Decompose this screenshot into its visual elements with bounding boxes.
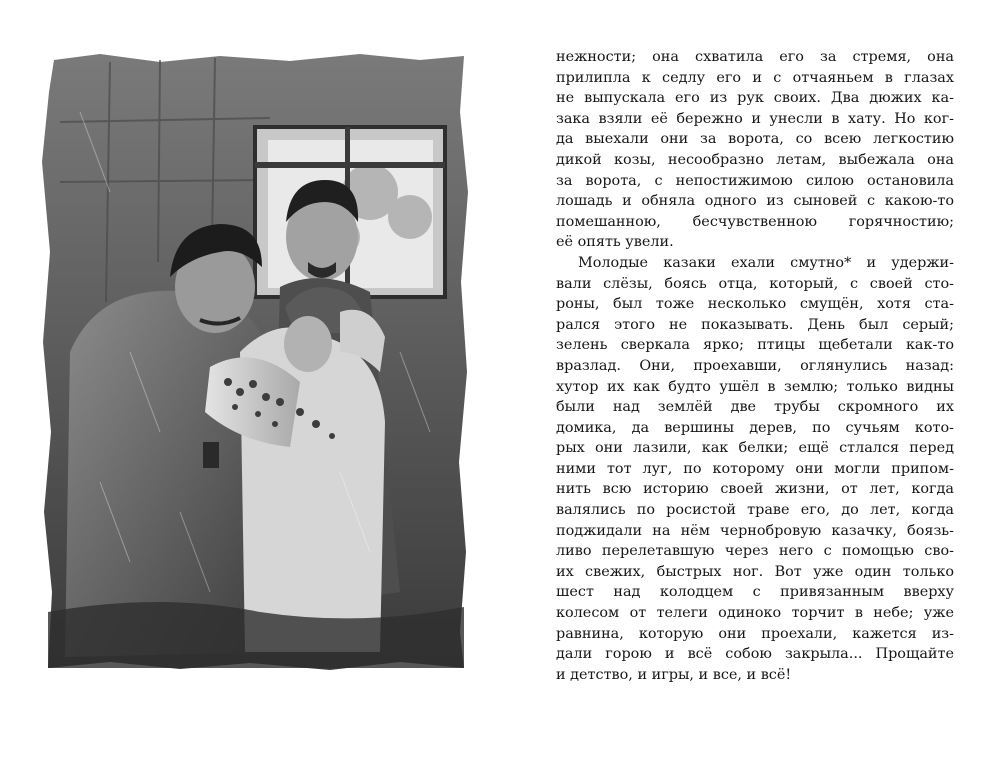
text-line: валялись по росистой траве его, до лет, когда xyxy=(556,502,954,519)
text-line: хутор их как будто ушёл в землю; только видны xyxy=(556,378,954,395)
text-line: были над землёй две трубы скромного их xyxy=(556,399,954,416)
text-line: да выехали они за ворота, со всею легкостию xyxy=(556,131,954,148)
text-line: прилипла к седлу его и с отчаяньем в глазах xyxy=(556,69,954,86)
text-line: дикой козы, несообразно летам, выбежала она xyxy=(556,151,954,168)
text-line: её опять увели. xyxy=(556,234,674,251)
text-line: рался этого не показывать. День был серый; xyxy=(556,316,954,333)
text-line: вразлад. Они, проехавши, оглянулись назад: xyxy=(556,357,954,374)
paragraph-2 xyxy=(556,253,954,685)
illustration xyxy=(40,52,470,672)
text-line: поджидали на нём чернобровую казачку, боязь- xyxy=(556,522,954,539)
text-line: их свежих, быстрых ног. Вот уже один только xyxy=(556,563,954,580)
text-line: за ворота, с непостижимою силою остановила xyxy=(556,172,954,189)
text-line: лошадь и обняла одного из сыновей с какою-то xyxy=(556,193,954,210)
text-column xyxy=(556,47,954,685)
text-line: колесом от телеги одиноко торчит в небе; уже xyxy=(556,605,954,622)
text-line: помешанною, бесчувственною горячностию; xyxy=(556,213,954,230)
text-line: шест над колодцем с привязанным вверху xyxy=(556,584,954,601)
illustration-drawing xyxy=(40,52,470,672)
text-line: нежности; она схватила его за стремя, она xyxy=(556,49,954,65)
text-line: нить всю историю своей жизни, от лет, когда xyxy=(556,481,954,498)
paragraph-1 xyxy=(556,47,954,253)
text-line: равнина, которую они проехали, кажется из- xyxy=(556,625,954,642)
text-line: вали слёзы, боясь отца, который, с своей сто- xyxy=(556,275,954,292)
text-line: ними тот луг, по которому они могли припом- xyxy=(556,460,954,477)
text-line: не выпускала его из рук своих. Два дюжих ка- xyxy=(556,90,954,107)
text-line: ливо перелетавшую через него с помощью сво- xyxy=(556,543,954,560)
text-line: рых они лазили, как белки; ещё стлался перед xyxy=(556,440,954,457)
text-line: дали горою и всё собою закрыла... Прощайте xyxy=(556,646,954,663)
text-line: зелень сверкала ярко; птицы щебетали как-то xyxy=(556,337,954,354)
text-line: домика, да вершины дерев, по сучьям кото- xyxy=(556,419,954,436)
text-line: роны, был тоже несколько смущён, хотя ста- xyxy=(556,296,954,313)
text-line: зака взяли её бережно и унесли в хату. Но ког- xyxy=(556,110,954,127)
text-line: и детство, и игры, и все, и всё! xyxy=(556,666,792,683)
text-line: Молодые казаки ехали смутно* и удержи- xyxy=(578,254,954,271)
